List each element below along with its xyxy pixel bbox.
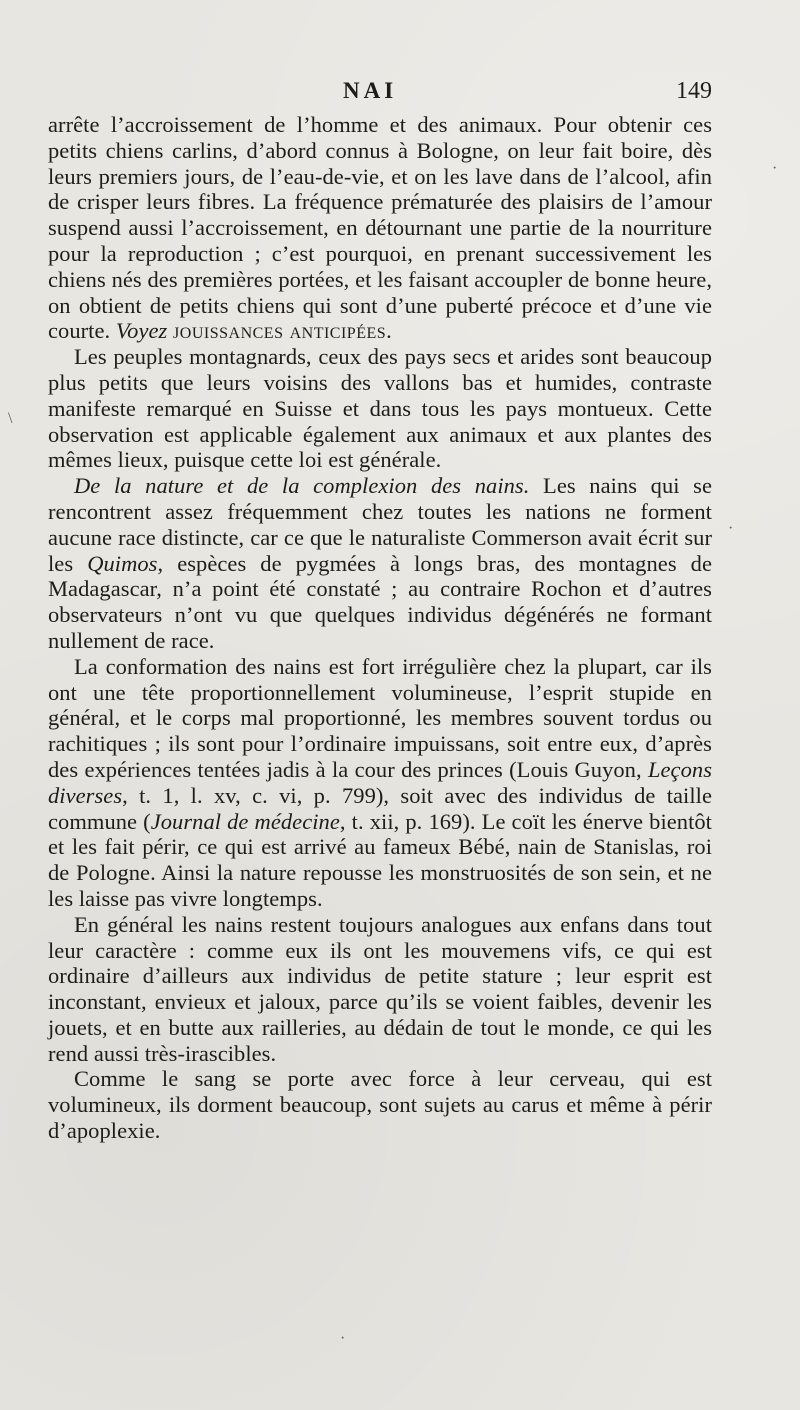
voyez-text: Voyez	[115, 318, 168, 344]
cross-reference: jouissances anticipées.	[173, 318, 393, 344]
quimos-term: Quimos	[87, 550, 158, 576]
page-specks-icon: \	[8, 410, 13, 427]
paragraph-2	[48, 344, 712, 473]
paragraph-2-text: Les peuples montagnards, ceux des pays secs et arides sont beaucoup plus petits que leurs voisins des vallons bas et humides, contraste manifeste remarqué en Suisse et dans tous les pays montueux. Cette observation est applicable également aux animaux et aux plantes des mêmes lieux, puisque cette loi est générale.	[48, 344, 712, 473]
paragraph-6-text: Comme le sang se porte avec force à leur cerveau, qui est volumineux, ils dorment beaucoup, sont sujets au carus et même à périr d’apoplexie.	[48, 1066, 712, 1144]
page-specks-icon: ·	[340, 1330, 346, 1347]
paragraph-3-text-after: , espèces de pygmées à longs bras, des montagnes de Madagascar, n’a point été constaté ; au contraire Rochon et d’autres observateurs n’ont vu que quelques individus dégénérés ne formant nullement de race.	[48, 550, 712, 653]
section-lead: De la nature et de la complexion des nains.	[74, 473, 530, 499]
paragraph-4-text-3: , t. xii, p. 169). Le coït les énerve bientôt et les fait périr, ce qui est arrivé au fameux Bébé, nain de Stanislas, roi de Pologne. Ainsi la nature repousse les monstruosités de son sein, et ne les laisse pas vivre longtemps.	[48, 808, 712, 911]
paragraph-4-text-1: La conformation des nains est fort irrégulière chez la plupart, car ils ont une tête proportionnellement volumineuse, l’esprit stupide en général, et le corps mal proportionné, les membres souvent tordus ou rachitiques ; ils sont pour l’ordinaire impuissans, soit entre eux, d’après des expériences tentées jadis à la cour des princes (Louis Guyon,	[48, 653, 712, 782]
running-head: NAI	[343, 78, 398, 103]
paragraph-5-text: En général les nains restent toujours analogues aux enfans dans tout leur caractère : comme eux ils ont les mouvemens vifs, ce qui est ordinaire d’ailleurs aux individus de petite stature ; leur esprit est inconstant, envieux et jaloux, parce qu’ils se voient faibles, devenir les jouets, et en butte aux railleries, au dédain de tout le monde, ce qui les rend aussi très-irascibles.	[48, 911, 712, 1066]
lecons-diverses-title: Leçons diverses	[48, 756, 712, 808]
main-text	[48, 112, 712, 1144]
paragraph-4	[48, 654, 712, 912]
paragraph-1	[48, 112, 712, 344]
paragraph-4-text-2: , t. 1, l. xv, c. vi, p. 799), soit avec des individus de taille commune (	[48, 782, 712, 834]
page-header	[48, 78, 712, 106]
paragraph-6	[48, 1066, 712, 1143]
page-number: 149	[676, 78, 712, 104]
paragraph-5	[48, 912, 712, 1067]
paragraph-3-text-before: Les nains qui se rencontrent assez fréquemment chez toutes les nations ne forment aucune race distincte, car ce que le naturaliste Commerson avait écrit sur les	[48, 473, 713, 576]
journal-title: Journal de médecine	[150, 808, 340, 834]
page-specks-icon: ·	[728, 520, 734, 537]
paragraph-1-text: arrête l’accroissement de l’homme et des animaux. Pour obtenir ces petits chiens carlins, d’abord connus à Bologne, on leur fait boire, dès leurs premiers jours, de l’eau-de-vie, et on les lave dans de l’alcool, afin de crisper leurs fibres. La fréquence prématurée des plaisirs de l’amour suspend aussi l’accroissement, en détournant une partie de la nourriture pour la reproduction ; c’est pourquoi, en prenant successivement les chiens nés des premières portées, et les faisant accoupler de bonne heure, on obtient de petits chiens qui sont d’une puberté précoce et d’une vie courte.	[48, 112, 712, 344]
page-specks-icon: ·	[772, 160, 778, 177]
paragraph-3	[48, 473, 712, 654]
